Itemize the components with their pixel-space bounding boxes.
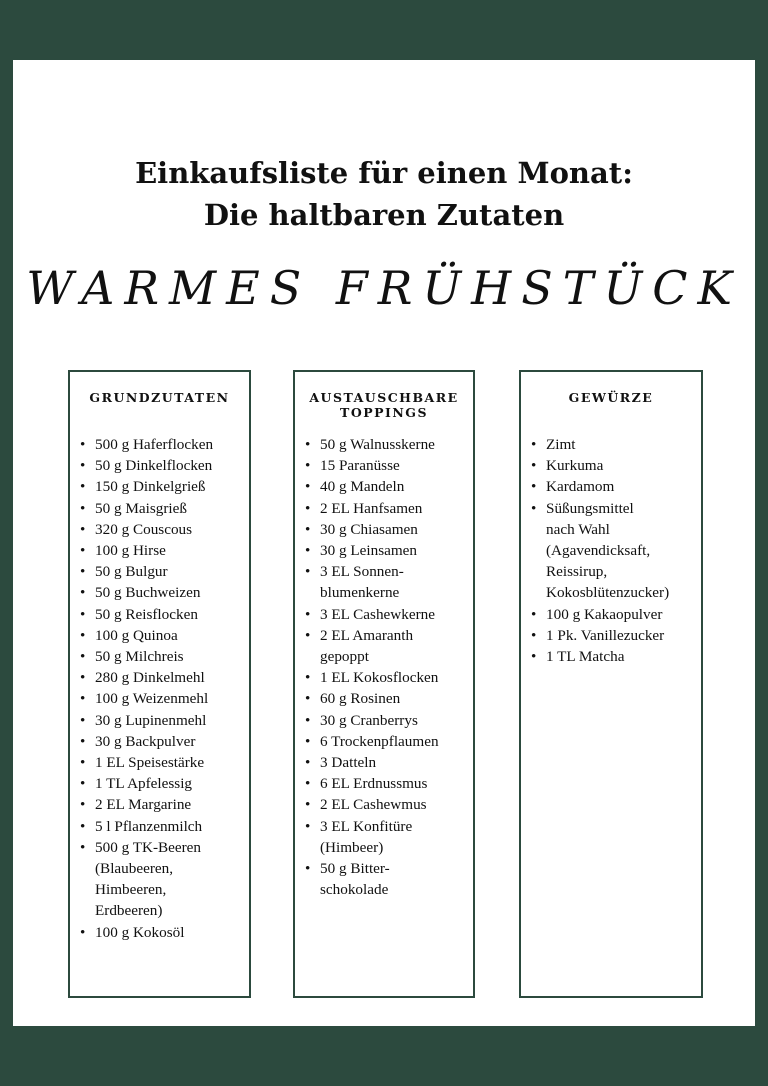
column-heading: GRUNDZUTATEN (89, 390, 230, 405)
list-item: • 6 EL Erdnussmus (303, 773, 473, 794)
list-item: • 1 TL Matcha (529, 646, 701, 667)
list-item: • 100 g Kakaopulver (529, 604, 701, 625)
list-item: • 3 EL Cashewkerne (303, 604, 473, 625)
column-heading: AUSTAUSCHBARE TOPPINGS (309, 390, 459, 420)
column-heading: GEWÜRZE (568, 390, 654, 405)
list-item: • 50 g Buchweizen (78, 582, 249, 603)
title-line-1: Einkaufsliste für einen Monat: (135, 156, 633, 190)
ingredient-list (78, 434, 249, 943)
list-item: • Kurkuma (529, 455, 701, 476)
column-grundzutaten (68, 370, 251, 998)
list-item: • 3 EL Konfitüre (Himbeer) (303, 816, 473, 858)
list-item: • 280 g Dinkelmehl (78, 667, 249, 688)
list-item: • 2 EL Amaranth gepoppt (303, 625, 473, 667)
list-item: • 6 Trockenpflaumen (303, 731, 473, 752)
page-title (13, 152, 755, 236)
list-item: • 2 EL Hanfsamen (303, 498, 473, 519)
list-item: • 100 g Kokosöl (78, 922, 249, 943)
list-item: • Süßungsmittel nach Wahl (Agavendicksaft, Reissirup, Kokosblütenzucker) (529, 498, 701, 604)
list-item: • 5 l Pflanzenmilch (78, 816, 249, 837)
list-item: • 50 g Bitter- schokolade (303, 858, 473, 900)
list-item: • 30 g Backpulver (78, 731, 249, 752)
page-sheet (13, 60, 755, 1026)
list-item: • 50 g Reisflocken (78, 604, 249, 625)
list-item: • 1 TL Apfelessig (78, 773, 249, 794)
list-item: • 30 g Chiasamen (303, 519, 473, 540)
list-item: • 3 Datteln (303, 752, 473, 773)
list-item: • 50 g Bulgur (78, 561, 249, 582)
list-item: • 30 g Lupinenmehl (78, 710, 249, 731)
list-item: • 100 g Weizenmehl (78, 688, 249, 709)
list-item: • 500 g TK-Beeren (Blaubeeren, Himbeeren, Erdbeeren) (78, 837, 249, 922)
list-item: • 40 g Mandeln (303, 476, 473, 497)
list-item: • 15 Paranüsse (303, 455, 473, 476)
list-item: • 1 EL Kokosflocken (303, 667, 473, 688)
list-item: • 50 g Walnusskerne (303, 434, 473, 455)
title-line-2: Die haltbaren Zutaten (203, 198, 565, 232)
column-gewuerze (519, 370, 703, 998)
list-item: • 3 EL Sonnen- blumenkerne (303, 561, 473, 603)
list-item: • 50 g Maisgrieß (78, 498, 249, 519)
list-item: • 320 g Couscous (78, 519, 249, 540)
list-item: • 100 g Hirse (78, 540, 249, 561)
list-item: • 500 g Haferflocken (78, 434, 249, 455)
ingredient-list (529, 434, 701, 667)
list-item: • Zimt (529, 434, 701, 455)
list-item: • 2 EL Margarine (78, 794, 249, 815)
list-item: • 30 g Cranberrys (303, 710, 473, 731)
list-item: • 100 g Quinoa (78, 625, 249, 646)
list-item: • 1 Pk. Vanillezucker (529, 625, 701, 646)
list-item: • 50 g Dinkelflocken (78, 455, 249, 476)
list-item: • 50 g Milchreis (78, 646, 249, 667)
list-item: • 1 EL Speisestärke (78, 752, 249, 773)
list-item: • 60 g Rosinen (303, 688, 473, 709)
list-item: • Kardamom (529, 476, 701, 497)
section-subtitle: WARMES FRÜHSTÜCK (26, 261, 742, 315)
list-item: • 30 g Leinsamen (303, 540, 473, 561)
list-item: • 2 EL Cashewmus (303, 794, 473, 815)
column-toppings (293, 370, 475, 998)
list-item: • 150 g Dinkelgrieß (78, 476, 249, 497)
ingredient-list (303, 434, 473, 900)
